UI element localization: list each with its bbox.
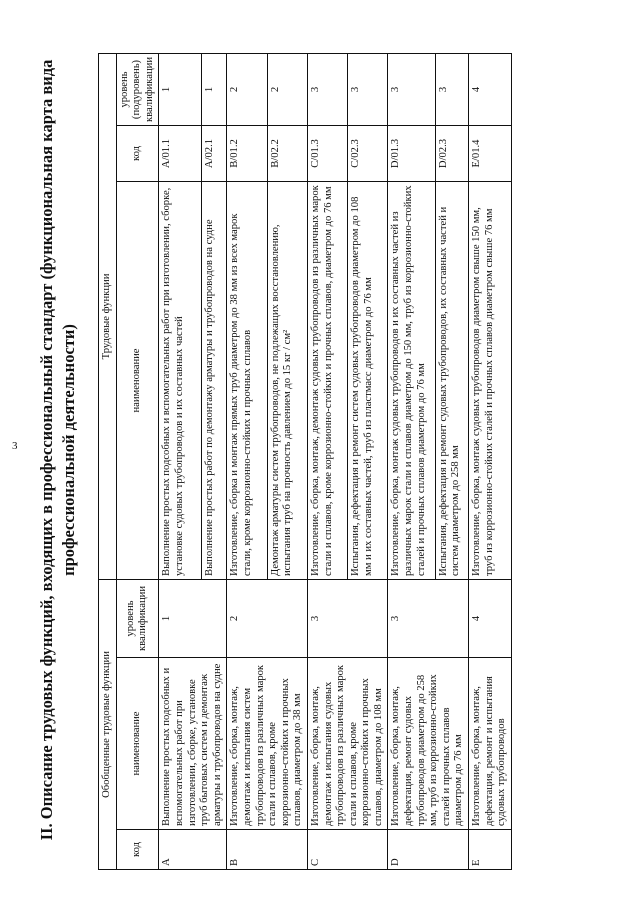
- header-code: код: [116, 830, 159, 870]
- labor-function-name: Изготовление, сборка, монтаж, демонтаж судовых трубопроводов из различных марок стали и сплавов, кроме коррозионно-стойких и прочных сплавов, диаметром до 76 мм: [307, 182, 347, 580]
- generalized-function-name: Изготовление, сборка, монтаж, дефектация, ремонт судовых трубопроводов диаметром до 258 мм, труб из коррозионно-стойких сталей и прочных сплавов диаметром до 76 мм: [388, 658, 469, 830]
- generalized-function-level: 1: [159, 580, 227, 658]
- labor-function-code: B/02.2: [267, 126, 307, 182]
- generalized-function-level: 2: [227, 580, 308, 658]
- labor-function-level: 1: [159, 54, 202, 126]
- labor-function-level: 2: [227, 54, 267, 126]
- labor-function-name: Выполнение простых работ по демонтажу арматуры и трубопроводов на судне: [202, 182, 227, 580]
- generalized-function-name: Изготовление, сборка, монтаж, демонтаж и испытания судовых трубопроводов из различных марок стали и сплавов, кроме коррозионно-стойких и прочных сплавов, диаметром до 108 мм: [307, 658, 388, 830]
- header-function-name: наименование: [116, 182, 159, 580]
- generalized-function-code: B: [227, 830, 308, 870]
- labor-function-code: D/02.3: [435, 126, 468, 182]
- generalized-function-code: C: [307, 830, 388, 870]
- generalized-function-code: A: [159, 830, 227, 870]
- table-row: [307, 54, 347, 870]
- labor-function-name: Выполнение простых подсобных и вспомогательных работ при изготовлении, сборке, установке судовых трубопроводов и их составных частей: [159, 182, 202, 580]
- section-title-line-2: профессиональной деятельности): [59, 324, 78, 576]
- labor-function-level: 3: [435, 54, 468, 126]
- labor-function-name: Испытания, дефектация и ремонт систем судовых трубопроводов диаметром до 108 мм и их составных частей, труб из пластмасс диаметром до 76 мм: [348, 182, 388, 580]
- labor-function-level: 3: [388, 54, 435, 126]
- labor-function-level: 1: [202, 54, 227, 126]
- header-generalized-functions: Обобщенные трудовые функции: [99, 580, 117, 870]
- labor-function-code: C/01.3: [307, 126, 347, 182]
- labor-function-name: Изготовление, сборка, монтаж судовых трубопроводов и их составных частей из различных марок стали и сплавов диаметром до 150 мм, труб из коррозионно-стойких сталей и прочных сплавов диаметром до 76 мм: [388, 182, 435, 580]
- header-labor-functions: Трудовые функции: [99, 54, 117, 580]
- labor-function-code: A/01.1: [159, 126, 202, 182]
- table-row: [227, 54, 267, 870]
- functional-map-table-wrapper: [98, 53, 512, 870]
- header-function-level: уровень (подуровень) квалификации: [116, 54, 159, 126]
- header-row-columns: [116, 54, 159, 870]
- labor-function-code: D/01.3: [388, 126, 435, 182]
- labor-function-name: Изготовление, сборка, монтаж судовых трубопроводов диаметром свыше 150 мм, труб из коррозионно-стойких сталей и прочных сплавов диаметром свыше 76 мм: [469, 182, 512, 580]
- table-row: [159, 54, 202, 870]
- page-number: 3: [12, 440, 18, 452]
- section-title: [36, 20, 80, 880]
- functional-map-table: [98, 53, 512, 870]
- table-row: [388, 54, 435, 870]
- generalized-function-code: E: [469, 830, 512, 870]
- generalized-function-code: D: [388, 830, 469, 870]
- generalized-function-name: Выполнение простых подсобных и вспомогательных работ при изготовлении, сборке, установке труб бытовых систем и демонтаж арматуры и трубопроводов на судне: [159, 658, 227, 830]
- header-name: наименование: [116, 658, 159, 830]
- functional-map-body: [159, 54, 511, 870]
- generalized-function-level: 4: [469, 580, 512, 658]
- generalized-function-level: 3: [307, 580, 388, 658]
- labor-function-code: E/01.4: [469, 126, 512, 182]
- table-row: [469, 54, 512, 870]
- labor-function-name: Изготовление, сборка и монтаж прямых труб диаметром до 38 мм из всех марок стали, кроме коррозионно-стойких и прочных сплавов: [227, 182, 267, 580]
- labor-function-code: C/02.3: [348, 126, 388, 182]
- header-row-groups: [99, 54, 117, 870]
- labor-function-name: Демонтаж арматуры систем трубопроводов, не подлежащих восстановлению, испытания труб на прочность давлением до 15 кг / см²: [267, 182, 307, 580]
- header-function-code: код: [116, 126, 159, 182]
- section-title-line-1: II. Описание трудовых функций, входящих в профессиональный стандарт (функциональная карта вида: [37, 59, 56, 841]
- generalized-function-name: Изготовление, сборка, монтаж, дефектация, ремонт и испытания судовых трубопроводов: [469, 658, 512, 830]
- generalized-function-name: Изготовление, сборка, монтаж, демонтаж и испытания систем трубопроводов из различных марок стали и сплавов, кроме коррозионно-стойких и прочных сплавов, диаметром до 38 мм: [227, 658, 308, 830]
- labor-function-code: A/02.1: [202, 126, 227, 182]
- labor-function-name: Испытания, дефектация и ремонт судовых трубопроводов, их составных частей и систем диаметром до 258 мм: [435, 182, 468, 580]
- labor-function-level: 3: [348, 54, 388, 126]
- labor-function-level: 3: [307, 54, 347, 126]
- rotated-page-content: [30, 20, 630, 880]
- generalized-function-level: 3: [388, 580, 469, 658]
- header-level: уровень квалификации: [116, 580, 159, 658]
- labor-function-level: 2: [267, 54, 307, 126]
- labor-function-level: 4: [469, 54, 512, 126]
- labor-function-code: B/01.2: [227, 126, 267, 182]
